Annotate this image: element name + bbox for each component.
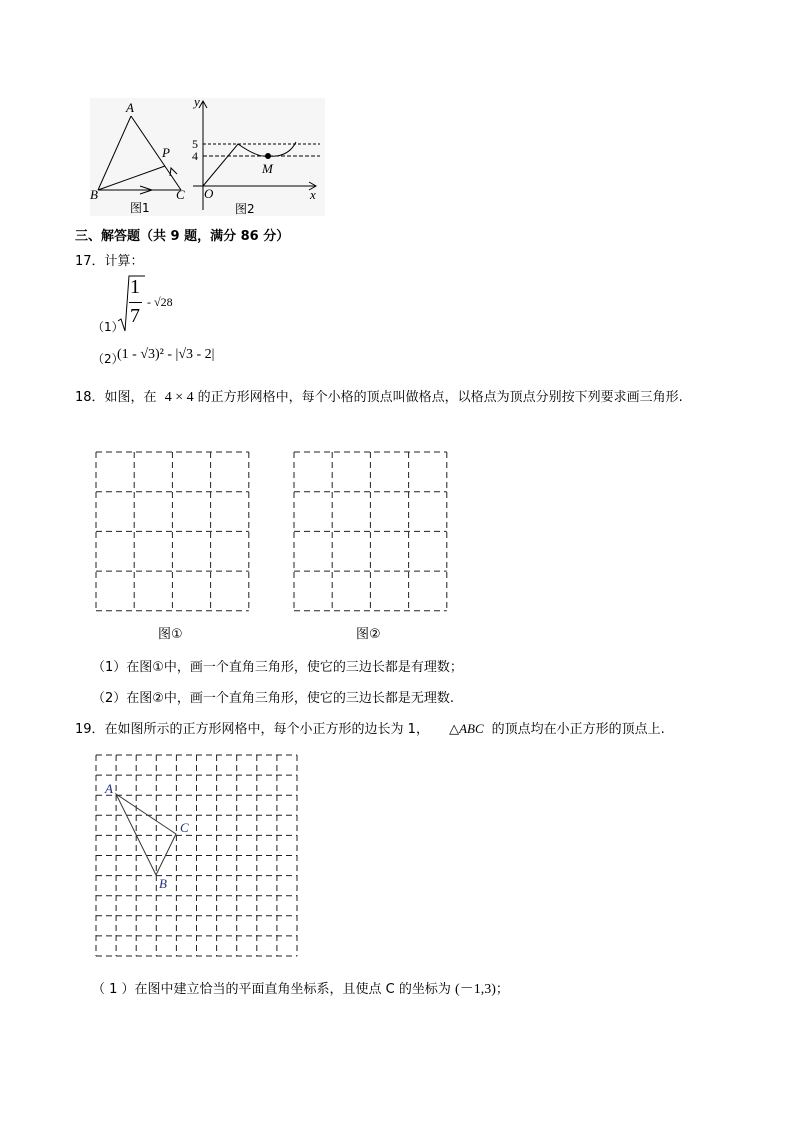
triangle-abc [116,794,176,875]
frac-numerator: 1 [130,276,140,298]
axis-x-label: x [310,187,316,202]
fig1-caption: 图1 [130,201,150,215]
origin-label: O [204,186,214,201]
q19-number: 19． [75,722,105,737]
figure-2 [188,94,325,216]
frac-denominator: 7 [130,305,140,327]
label-a: A [105,781,113,796]
label-c: C [176,187,185,202]
q18-math: 4 × 4 [164,390,194,405]
q18-stem-b: 的正方形网格中，每个小格的顶点叫做格点，以格点为顶点分别按下列要求画三角形. [197,390,683,405]
label-c: C [180,820,189,835]
axis-y-label: y [194,94,200,109]
tick-5: 5 [192,137,198,151]
q18-stem-a: 如图，在 [104,390,157,405]
q17-p1-expression [117,273,217,333]
label-b: B [90,187,98,202]
label-b: B [159,876,167,891]
q18-part-1: （1）在图①中，画一个直角三角形，使它的三边长都是有理数； [92,660,463,675]
q18-part-2: （2）在图②中，画一个直角三角形，使它的三边长都是无理数. [92,691,455,706]
q19-p1-math: (－1,3) [455,982,496,997]
q19-part-1: （ 1 ）在图中建立恰当的平面直角坐标系，且使点 C 的坐标为 [92,982,451,997]
tick-4: 4 [192,149,198,163]
grid1-caption: 图① [158,627,183,642]
q17-p2-expression: (1 - √3)² - |√3 - 2| [117,347,215,362]
q17-number: 17． [75,254,105,269]
figure-1 [90,98,188,216]
q18-number: 18． [75,390,105,405]
label-a: A [126,100,134,115]
grid2-caption: 图② [356,627,381,642]
q19-p1-end: ； [495,982,509,997]
grid-figure-1 [95,451,250,612]
point-m-label: M [262,161,273,176]
q17-p2-label: （2） [92,352,124,366]
q17-p1-label: （1） [92,320,124,334]
label-p: P [162,145,170,160]
q19-stem-a: 在如图所示的正方形网格中，每个小正方形的边长为 1， [104,722,429,737]
q19-math: △ABC [449,721,484,736]
grid-figure-2 [293,451,448,612]
q19-stem-b: 的顶点均在小正方形的顶点上. [491,722,665,737]
section-title: 三、解答题（共 9 题，满分 86 分） [75,229,290,244]
triangle-abp-diagram [90,98,188,216]
grid-abc [95,754,300,957]
q17-stem: 计算： [104,254,144,269]
expr-rest: - √28 [147,295,173,309]
fig2-caption: 图2 [235,202,255,216]
